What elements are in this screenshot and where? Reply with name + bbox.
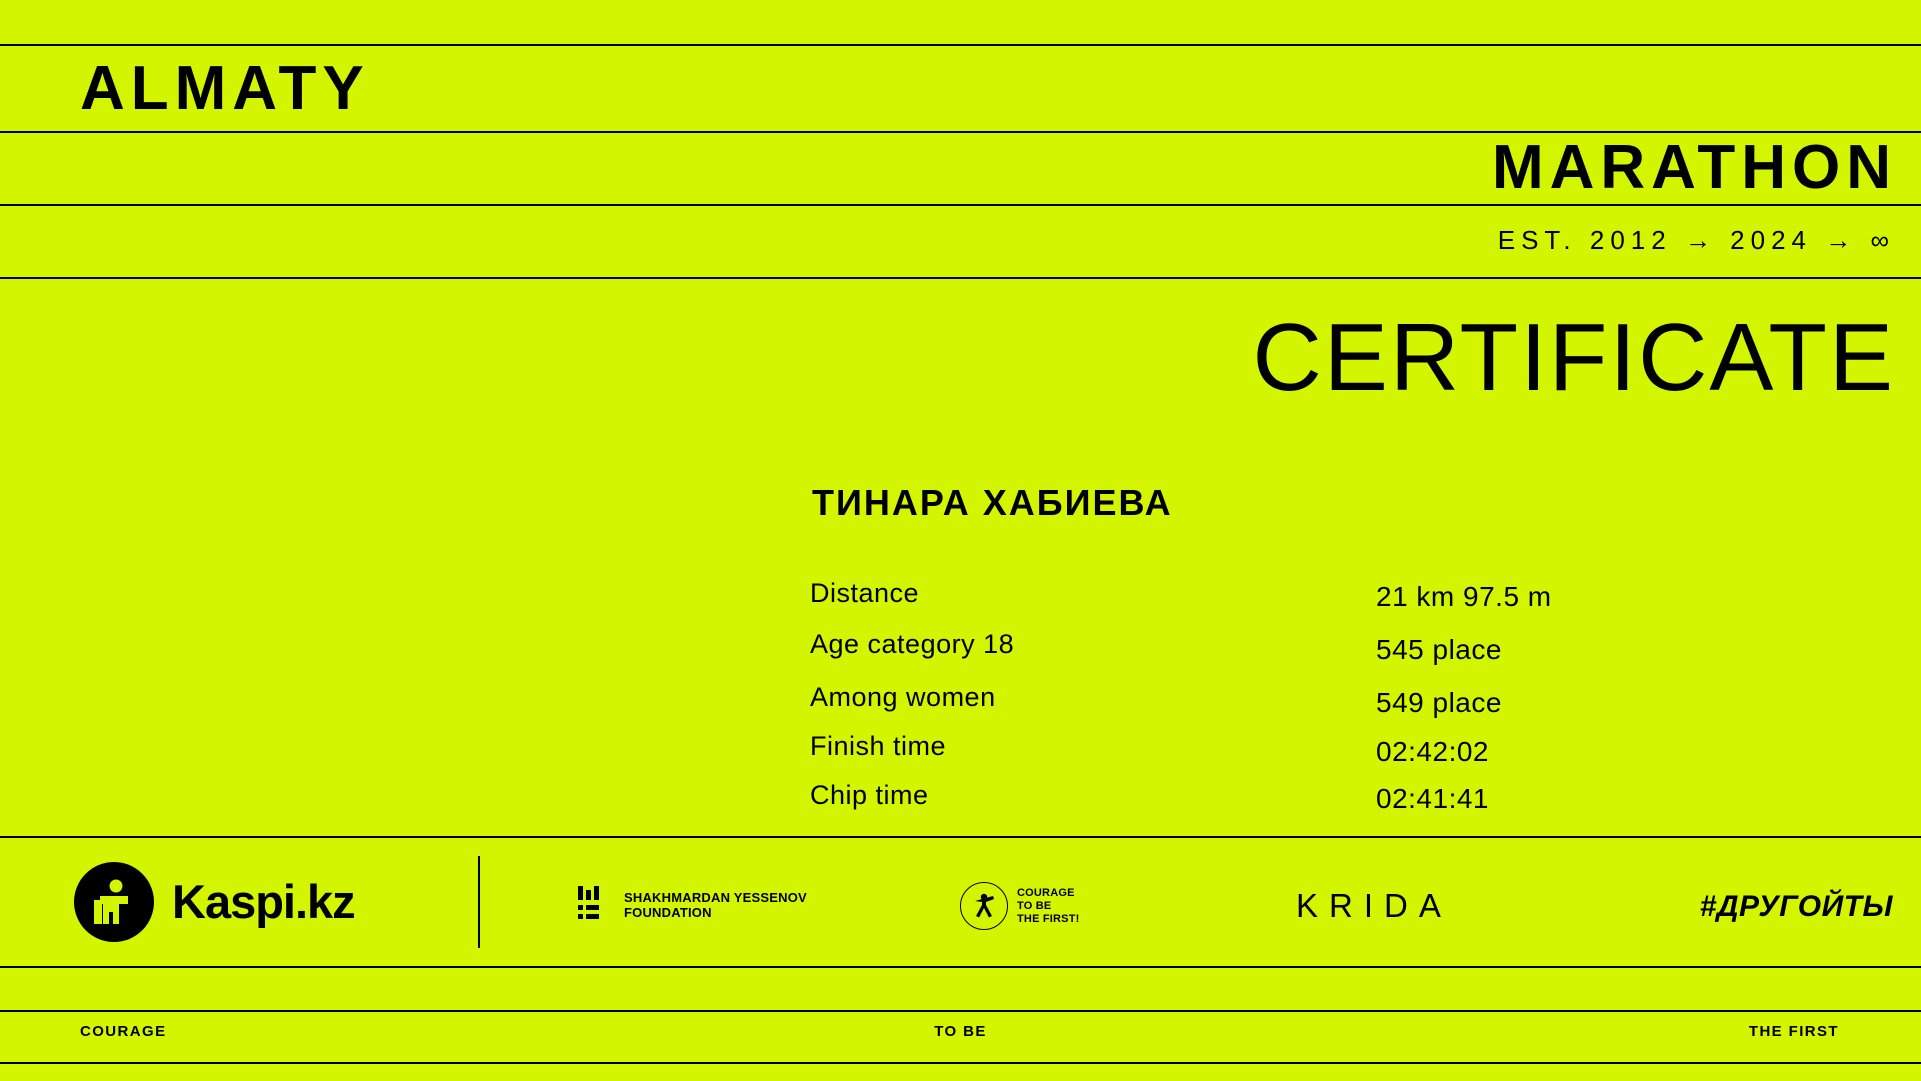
table-row (810, 678, 1810, 731)
sponsor-krida: KRIDA (1296, 887, 1452, 924)
sponsor-strip (0, 838, 1921, 966)
page-title: CERTIFICATE (1252, 304, 1895, 411)
table-row (810, 572, 1810, 625)
table-row (810, 731, 1810, 779)
corporate-fund-logo-icon (960, 882, 1008, 930)
brand-line-almaty: ALMATY (80, 54, 370, 123)
corporate-fund-line-1: COURAGE (1017, 886, 1075, 899)
yessenov-line-1: SHAKHMARDAN YESSENOV (624, 890, 807, 905)
divider-line (0, 277, 1921, 279)
athlete-name: ТИНАРА ХАБИЕВА (812, 482, 1173, 523)
divider-line (0, 1010, 1921, 1012)
footer-slogan (0, 1018, 1921, 1056)
result-value: 21 km 97.5 m (1376, 581, 1552, 612)
kaspi-logo-icon (74, 862, 154, 942)
sponsor-drugoity: #ДРУГОЙТЫ (1699, 890, 1893, 923)
results-table (810, 572, 1810, 832)
yessenov-logo-icon (578, 886, 612, 924)
result-label: Age category 18 (810, 629, 1015, 659)
sponsor-yessenov (578, 886, 807, 924)
slogan-right: THE FIRST (1748, 1023, 1839, 1040)
corporate-fund-line-2: TO BE (1017, 899, 1052, 912)
result-label: Finish time (810, 731, 947, 761)
sponsor-divider (478, 856, 480, 948)
table-row (810, 779, 1810, 832)
yessenov-line-2: FOUNDATION (624, 905, 712, 920)
table-row (810, 625, 1810, 678)
result-label: Distance (810, 578, 920, 608)
result-label: Among women (810, 682, 996, 712)
sponsor-kaspi (74, 862, 355, 942)
yessenov-wordmark (624, 890, 807, 920)
divider-line (0, 966, 1921, 968)
divider-line (0, 204, 1921, 206)
divider-line (0, 44, 1921, 46)
established-years: EST. 2012 → 2024 → ∞ (1497, 225, 1895, 255)
result-label: Chip time (810, 780, 929, 810)
result-value: 545 place (1376, 634, 1502, 665)
result-value: 02:42:02 (1376, 736, 1489, 767)
brand-line-marathon: MARATHON (1491, 133, 1897, 202)
divider-line (0, 1062, 1921, 1064)
sponsor-corporate-fund (960, 882, 1080, 930)
kaspi-wordmark: Kaspi.kz (172, 875, 355, 928)
slogan-center: TO BE (934, 1023, 987, 1040)
result-value: 549 place (1376, 687, 1502, 718)
corporate-fund-line-3: THE FIRST! (1017, 912, 1080, 925)
slogan-left: COURAGE (80, 1023, 167, 1040)
corporate-fund-wordmark (1017, 887, 1080, 926)
result-value: 02:41:41 (1376, 783, 1489, 814)
